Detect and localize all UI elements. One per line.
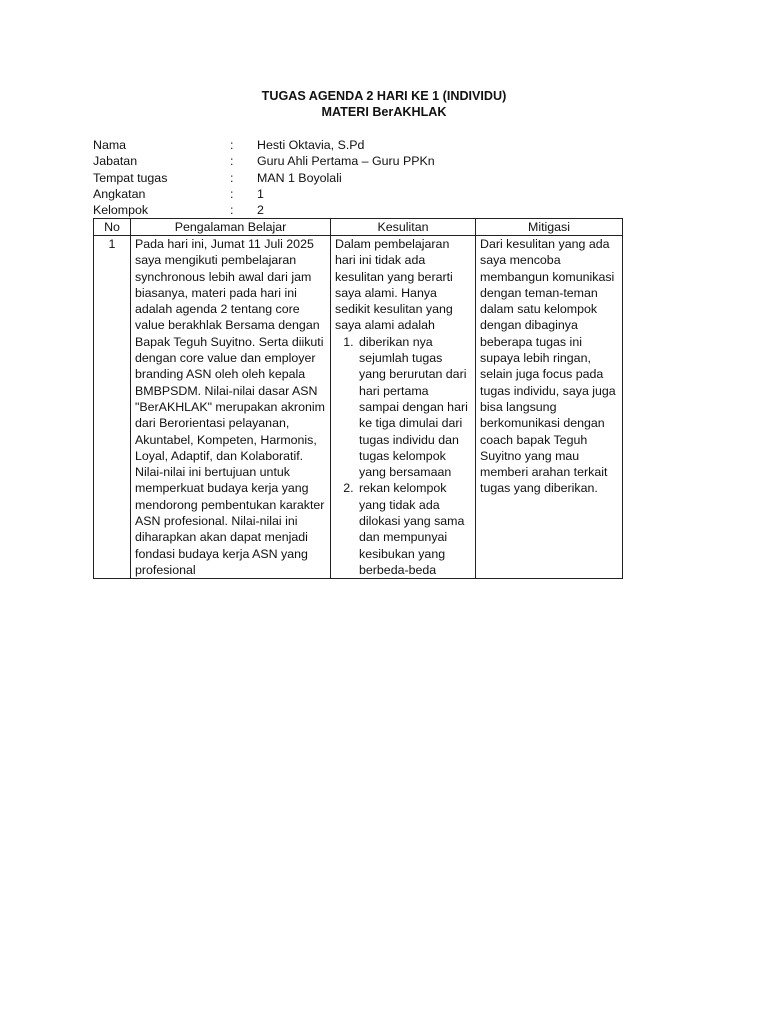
header-pengalaman-belajar: Pengalaman Belajar	[131, 219, 331, 236]
info-row-jabatan	[93, 153, 593, 169]
cell-pengalaman-belajar: Pada hari ini, Jumat 11 Juli 2025 saya mengikuti pembelajaran synchronous lebih awal dari jam biasanya, materi pada hari ini adalah agenda 2 tentang core value berakhlak Bersama dengan Bapak Teguh Suyitno. Serta diikuti dengan core value dan employer branding ASN oleh oleh kepala BMBPSDM. Nilai-nilai dasar ASN "BerAKHLAK" merupakan akronim dari Berorientasi pelayanan, Akuntabel, Kompeten, Harmonis, Loyal, Adaptif, dan Kolaboratif. Nilai-nilai ini bertujuan untuk memperkuat budaya kerja yang mendorong pembentukan karakter ASN profesional. Nilai-nilai ini diharapkan akan dapat menjadi fondasi budaya kerja ASN yang profesional	[131, 236, 331, 579]
header-kesulitan: Kesulitan	[331, 219, 476, 236]
info-value: Guru Ahli Pertama – Guru PPKn	[257, 154, 435, 169]
info-colon: :	[230, 154, 234, 169]
kesulitan-list	[335, 334, 471, 578]
table-row	[94, 236, 623, 579]
info-value: Hesti Oktavia, S.Pd	[257, 138, 365, 152]
kesulitan-intro: Dalam pembelajaran hari ini tidak ada kesulitan yang berarti saya alami. Hanya sedikit kesulitan yang saya alami adalah	[335, 237, 453, 333]
info-colon: :	[230, 203, 234, 218]
header-no: No	[94, 219, 131, 236]
report-table	[93, 218, 623, 579]
info-colon: :	[230, 170, 234, 185]
kesulitan-item: 1. diberikan nya sejumlah tugas yang berurutan dari hari pertama sampai dengan hari ke tiga dimulai dari tugas individu dan tugas kelompok yang bersamaan	[357, 334, 471, 481]
info-label: Jabatan	[93, 154, 138, 169]
info-label: Kelompok	[93, 203, 149, 218]
info-value: 1	[257, 186, 264, 201]
info-label: Tempat tugas	[93, 170, 168, 185]
cell-kesulitan	[331, 236, 476, 579]
table-header-row	[94, 219, 623, 236]
info-label: Nama	[93, 138, 127, 152]
info-label: Angkatan	[93, 186, 146, 201]
info-row-angkatan	[93, 186, 593, 202]
header-mitigasi: Mitigasi	[476, 219, 623, 236]
cell-mitigasi: Dari kesulitan yang ada saya mencoba membangun komunikasi dengan teman-teman dalam satu kelompok dengan dibaginya beberapa tugas ini supaya lebih ringan, selain juga focus pada tugas individu, saya juga bisa langsung berkomunikasi dengan coach bapak Teguh Suyitno yang mau memberi arahan terkait tugas yang diberikan.	[476, 236, 623, 579]
info-value: MAN 1 Boyolali	[257, 170, 342, 185]
kesulitan-item: 2. rekan kelompok yang tidak ada dilokasi yang sama dan mempunyai kesibukan yang berbeda-beda	[357, 480, 471, 578]
info-row-nama	[93, 137, 593, 153]
info-colon: :	[230, 138, 234, 152]
info-colon: :	[230, 186, 234, 201]
document-subtitle: MATERI BerAKHLAK	[321, 105, 447, 119]
info-row-kelompok	[93, 202, 593, 218]
cell-no: 1	[94, 236, 131, 579]
info-value: 2	[257, 203, 264, 218]
identity-block	[93, 137, 593, 218]
info-row-tempat-tugas	[93, 170, 593, 186]
document-title: TUGAS AGENDA 2 HARI KE 1 (INDIVIDU)	[261, 89, 507, 103]
